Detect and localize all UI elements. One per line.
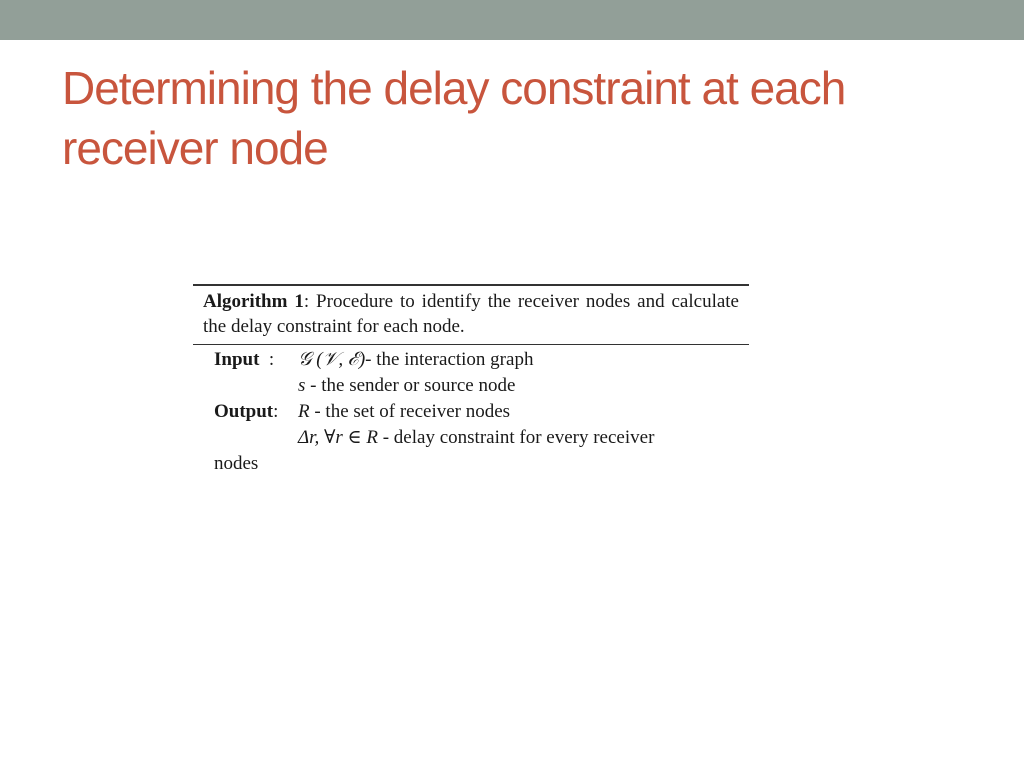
slide-title: Determining the delay constraint at each receiver node [62, 62, 846, 174]
input-label: Input [214, 349, 260, 370]
top-accent-bar [0, 0, 1024, 40]
algorithm-label: Algorithm 1 [203, 291, 304, 312]
output-math-set: R [298, 401, 310, 422]
input-text-graph: - the interaction graph [365, 349, 534, 370]
output-text-delay: - delay constraint for every receiver [377, 427, 655, 448]
input-indent [214, 373, 298, 399]
input-line-1 [298, 347, 735, 373]
algorithm-box [193, 284, 749, 477]
output-line-1 [298, 399, 735, 425]
output-row [214, 399, 735, 425]
output-separator: : [273, 401, 279, 422]
io-block [193, 345, 749, 451]
output-label: Output [214, 401, 274, 422]
input-row-2 [214, 373, 735, 399]
output-line-2 [298, 425, 735, 451]
input-separator: : [259, 349, 275, 370]
input-line-2 [298, 373, 735, 399]
input-label-cell [214, 347, 298, 373]
algorithm-caption-text: : Procedure to identify the receiver nodes and calculate the delay constraint for each node. [203, 291, 739, 337]
output-tail: nodes [214, 453, 259, 474]
input-math-graph: 𝒢 (𝒱, ℰ) [298, 349, 366, 370]
output-indent [214, 425, 298, 451]
output-label-cell [214, 399, 298, 425]
input-row [214, 347, 735, 373]
input-math-sender: s [298, 375, 306, 396]
output-row-2 [214, 425, 735, 451]
algorithm-caption [193, 286, 749, 339]
input-text-sender: - the sender or source node [305, 375, 516, 396]
output-math-delay: Δr, ∀r ∈ R [298, 427, 378, 448]
output-text-set: - the set of receiver nodes [309, 401, 511, 422]
